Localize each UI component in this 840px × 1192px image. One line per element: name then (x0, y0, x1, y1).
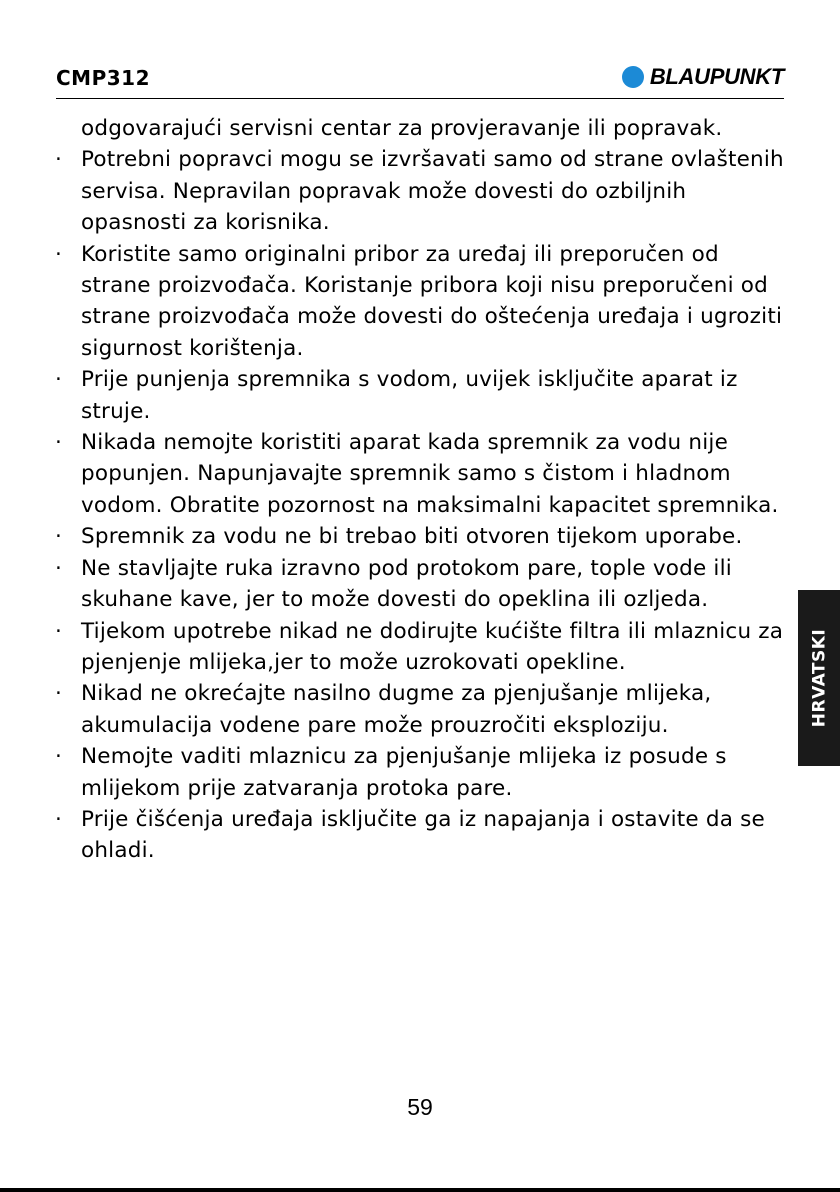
language-tab-label: HRVATSKI (809, 628, 829, 728)
page-number: 59 (407, 1094, 433, 1120)
bottom-rule (0, 1188, 840, 1192)
bullet-icon: · (55, 681, 63, 707)
list-item (53, 427, 788, 521)
list-item (53, 678, 788, 741)
list-item (53, 553, 788, 616)
brand-name: BLAUPUNKT (649, 64, 784, 89)
continuation-text: odgovarajući servisni centar za provjeravanje ili popravak. (81, 116, 723, 141)
list-item-text: Ne stavljajte ruka izravno pod protokom pare, tople vode ili skuhane kave, jer to može dovesti do opeklina ili ozljeda. (81, 555, 732, 613)
bullet-icon: · (55, 241, 63, 267)
bullet-icon: · (55, 147, 63, 173)
list-item-text: Spremnik za vodu ne bi trebao biti otvoren tijekom uporabe. (81, 524, 743, 550)
list-item (53, 521, 788, 552)
list-item-text: Nikada nemojte koristiti aparat kada spremnik za vodu nije popunjen. Napunjavajte spremnik samo s čistom i hladnom vodom. Obratite pozornost na maksimalni kapacitet spremnika. (81, 430, 779, 518)
list-item-text: Nemojte vaditi mlaznicu za pjenjušanje mlijeka iz posude s mlijekom prije zatvaranja protoka pare. (81, 744, 727, 801)
bullet-icon: · (55, 555, 63, 581)
safety-instructions (53, 113, 788, 867)
list-item (53, 144, 788, 238)
list-item (53, 741, 788, 804)
list-item-text: Prije punjenja spremnika s vodom, uvijek isključite aparat iz struje. (81, 367, 738, 424)
model-number: CMP312 (56, 66, 150, 90)
list-item-text: Koristite samo originalni pribor za uređaj ili preporučen od strane proizvođača. Koristanje pribora koji nisu preporučeni od strane proizvođača može dovesti do oštećenja uređaja i ugroziti sigurnost korištenja. (81, 241, 783, 361)
list-item-text: Potrebni popravci mogu se izvršavati samo od strane ovlaštenih servisa. Nepravilan popravak može dovesti do ozbiljnih opasnosti za korisnika. (81, 147, 784, 236)
bullet-icon: · (55, 744, 63, 770)
page-header (56, 58, 784, 99)
list-item (53, 239, 788, 365)
bullet-icon: · (55, 524, 63, 550)
language-tab (798, 590, 840, 766)
bullet-icon: · (55, 806, 63, 832)
bullet-list (53, 144, 788, 866)
bullet-icon: · (55, 618, 63, 644)
list-item (53, 364, 788, 427)
list-item (53, 616, 788, 679)
list-item-text: Prije čišćenja uređaja isključite ga iz napajanja i ostavite da se ohladi. (81, 806, 765, 864)
bullet-icon: · (55, 367, 63, 393)
brand-logo (622, 64, 784, 90)
list-item-text: Nikad ne okrećajte nasilno dugme za pjenjušanje mlijeka, akumulacija vodene pare može prouzročiti eksploziju. (81, 681, 712, 738)
brand-dot-icon (622, 66, 644, 88)
list-item (53, 804, 788, 867)
bullet-icon: · (55, 430, 63, 456)
list-item-text: Tijekom upotrebe nikad ne dodirujte kućište filtra ili mlaznicu za pjenjenje mlijeka,jer to može uzrokovati opekline. (81, 618, 784, 675)
